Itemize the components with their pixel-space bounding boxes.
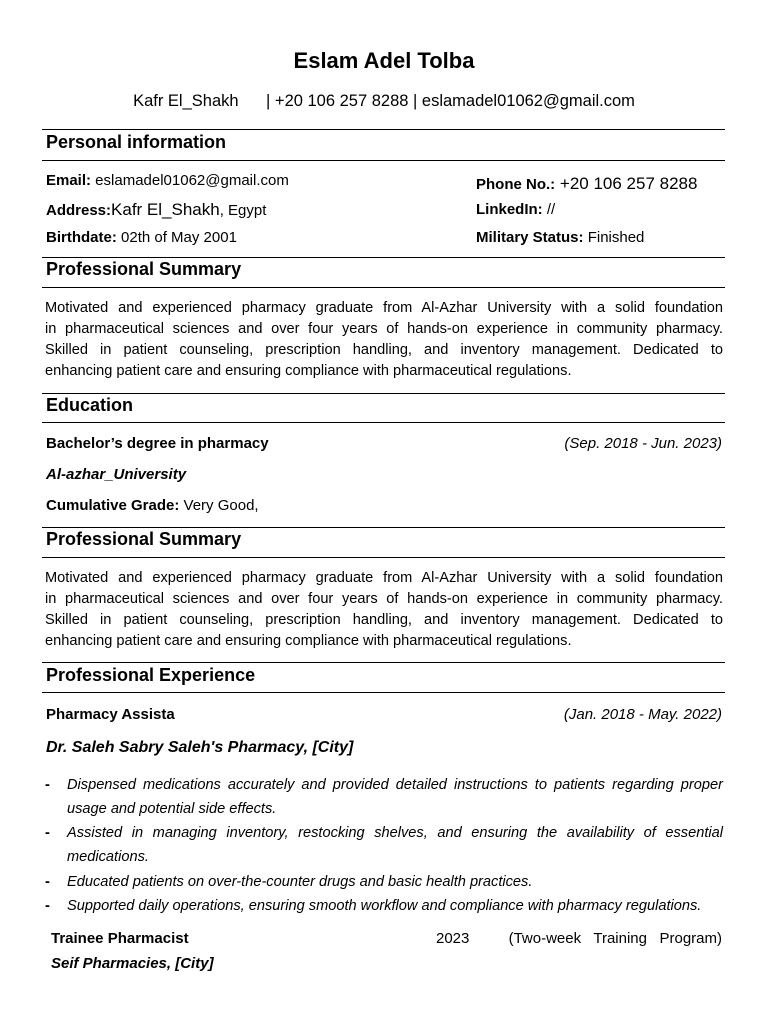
summary-line: Skilled in patient counseling, prescription handling, and inventory management. Dedicated to <box>45 342 723 358</box>
section-rule <box>42 422 725 423</box>
phone-row <box>476 174 697 194</box>
job1-employer: Dr. Saleh Sabry Saleh's Pharmacy, [City] <box>46 739 354 756</box>
section-rule <box>42 662 725 663</box>
university-name: Al-azhar_University <box>46 466 187 483</box>
military-row <box>476 229 644 246</box>
military-value: Finished <box>583 229 645 246</box>
summary-paragraph <box>45 298 723 382</box>
section-rule <box>42 557 725 558</box>
grade-row <box>46 497 259 514</box>
summary-line: in pharmaceutical sciences and over four years of hands-on experience in community pharmacy. <box>45 591 723 607</box>
linkedin-value: // <box>542 201 556 218</box>
section-title-personal: Personal information <box>46 132 227 152</box>
birthdate-label: Birthdate: <box>46 229 117 246</box>
section-title-experience: Professional Experience <box>46 665 256 685</box>
summary-line: Motivated and experienced pharmacy graduate from Al-Azhar University with a solid foundation <box>45 570 723 586</box>
linkedin-row <box>476 201 555 218</box>
summary-line: Motivated and experienced pharmacy graduate from Al-Azhar University with a solid foundation <box>45 300 723 316</box>
degree-dates: (Sep. 2018 - Jun. 2023) <box>564 435 722 452</box>
job2-employer: Seif Pharmacies, [City] <box>51 955 214 972</box>
summary-paragraph-2 <box>45 568 723 652</box>
email-value: eslamadel01062@gmail.com <box>91 172 289 189</box>
bullet-item <box>45 894 723 918</box>
bullet-dash: - <box>45 874 50 890</box>
job1-title: Pharmacy Assista <box>46 706 175 723</box>
section-rule <box>42 129 725 130</box>
degree-title: Bachelor’s degree in pharmacy <box>46 435 269 452</box>
email-row <box>46 172 289 189</box>
section-rule <box>42 527 725 528</box>
section-rule <box>42 393 725 394</box>
bullet-item <box>45 870 723 894</box>
address-row <box>46 200 266 220</box>
bullet-text: Assisted in managing inventory, restocking shelves, and ensuring the availability of essential medications. <box>67 825 723 865</box>
linkedin-label: LinkedIn: <box>476 201 543 218</box>
birthdate-row <box>46 229 237 246</box>
military-label: Military Status: <box>476 229 584 246</box>
section-title-summary: Professional Summary <box>46 259 242 279</box>
job2-year: 2023 <box>436 930 470 947</box>
section-title-education: Education <box>46 395 134 415</box>
summary-line: Skilled in patient counseling, prescription handling, and inventory management. Dedicated to <box>45 612 723 628</box>
email-label: Email: <box>46 172 92 189</box>
phone-value: +20 106 257 8288 <box>555 174 698 193</box>
summary-line: enhancing patient care and ensuring compliance with pharmaceutical regulations. <box>45 363 572 379</box>
job2-title: Trainee Pharmacist <box>51 930 189 947</box>
summary-line: in pharmaceutical sciences and over four years of hands-on experience in community pharmacy. <box>45 321 723 337</box>
section-rule <box>42 257 725 258</box>
birthdate-value: 02th of May 2001 <box>116 229 237 246</box>
resume-name: Eslam Adel Tolba <box>293 48 475 73</box>
section-rule <box>42 692 725 693</box>
bullet-dash: - <box>45 777 50 793</box>
job1-dates: (Jan. 2018 - May. 2022) <box>563 706 722 723</box>
bullet-item <box>45 773 723 821</box>
bullet-dash: - <box>45 898 50 914</box>
address-value: Kafr El_Shakh <box>111 200 220 219</box>
bullet-dash: - <box>45 825 50 841</box>
section-title-summary-2: Professional Summary <box>46 529 242 549</box>
address-label: Address: <box>46 202 112 219</box>
address-country: , Egypt <box>219 202 267 219</box>
bullet-item <box>45 821 723 869</box>
grade-value: Very Good, <box>179 497 259 514</box>
contact-line: Kafr El_Shakh | +20 106 257 8288 | eslamadel01062@gmail.com <box>133 92 635 110</box>
grade-label: Cumulative Grade: <box>46 497 180 514</box>
section-rule <box>42 287 725 288</box>
bullet-text: Educated patients on over-the-counter drugs and basic health practices. <box>67 874 533 890</box>
job2-program: (Two-week Training Program) <box>508 930 722 947</box>
section-rule <box>42 160 725 161</box>
bullet-text: Dispensed medications accurately and provided detailed instructions to patients regarding proper usage and potential side effects. <box>67 777 723 817</box>
bullet-text: Supported daily operations, ensuring smooth workflow and compliance with pharmacy regulations. <box>67 898 702 914</box>
phone-label: Phone No.: <box>476 176 556 193</box>
summary-line: enhancing patient care and ensuring compliance with pharmaceutical regulations. <box>45 633 572 649</box>
